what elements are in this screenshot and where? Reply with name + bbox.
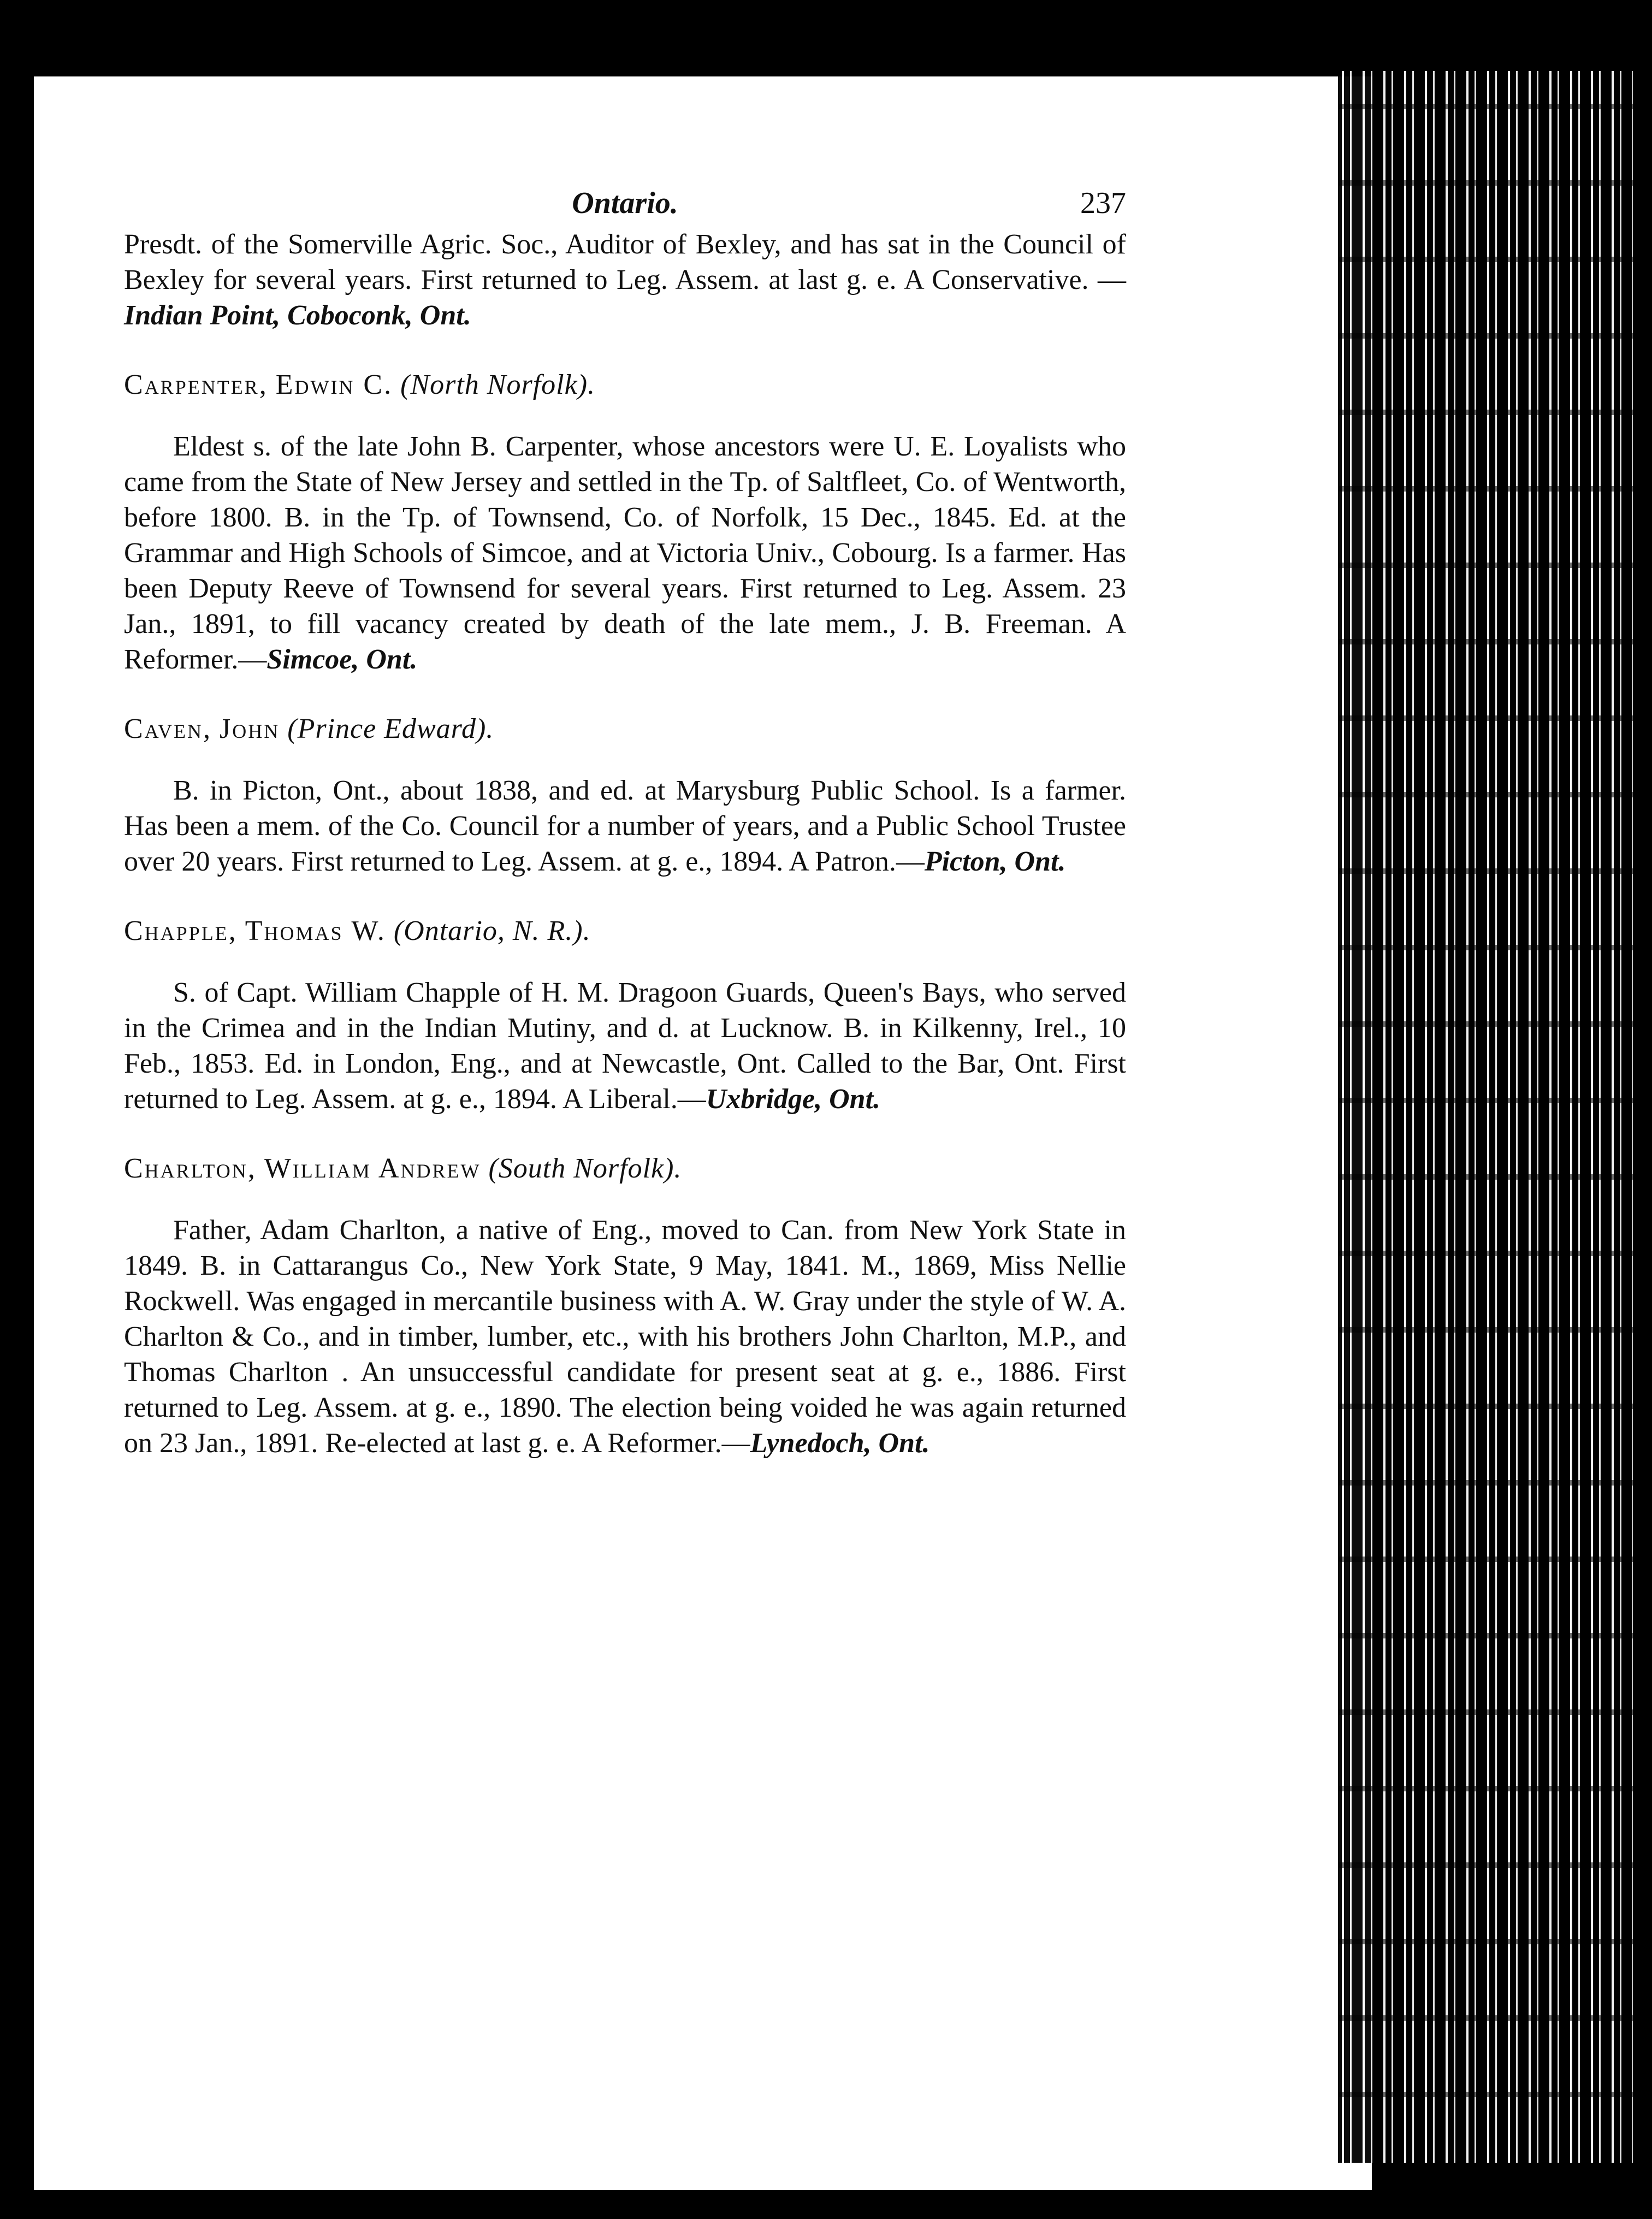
entry-riding: (South Norfolk). — [488, 1153, 682, 1184]
entry-charlton — [124, 1151, 1126, 1461]
entry-surname: Caven, — [124, 713, 212, 744]
entry-surname: Chapple, — [124, 915, 238, 946]
running-head — [124, 186, 1126, 227]
page-content — [124, 186, 1126, 1461]
continuation-place: Indian Point, Coboconk, Ont. — [124, 300, 471, 331]
entry-place: Picton, Ont. — [924, 846, 1066, 877]
page-number: 237 — [1080, 186, 1126, 220]
continuation-paragraph — [124, 227, 1126, 333]
entry-chapple — [124, 913, 1126, 1117]
entry-place: Simcoe, Ont. — [267, 644, 418, 675]
page-edges-shadow — [1338, 71, 1633, 2163]
entry-place: Uxbridge, Ont. — [706, 1084, 881, 1115]
entry-riding: (Ontario, N. R.). — [393, 915, 591, 946]
entry-heading — [124, 1151, 1126, 1186]
continuation-text: Presdt. of the Somerville Agric. Soc., Auditor of Bexley, and has sat in the Council of Bexley for several years. First returned to Leg. Assem. at last g. e. A Conservative. — — [124, 229, 1126, 295]
book-page — [34, 76, 1372, 2190]
entry-heading — [124, 913, 1126, 949]
running-title: Ontario. — [572, 186, 678, 220]
entry-place: Lynedoch, Ont. — [750, 1428, 930, 1459]
entry-text — [124, 429, 1126, 677]
entry-given-name: John — [220, 713, 280, 744]
entry-given-name: Thomas W. — [245, 915, 386, 946]
entry-text — [124, 1212, 1126, 1461]
entry-riding: (North Norfolk). — [400, 369, 596, 400]
entry-text — [124, 773, 1126, 879]
entry-heading — [124, 711, 1126, 747]
entry-carpenter — [124, 367, 1126, 677]
entry-given-name: William Andrew — [264, 1153, 481, 1184]
entry-riding: (Prince Edward). — [287, 713, 494, 744]
entry-text — [124, 975, 1126, 1117]
entry-surname: Carpenter, — [124, 369, 268, 400]
entry-body: S. of Capt. William Chapple of H. M. Dragoon Guards, Queen's Bays, who served in the Crimea and in the Indian Mutiny, and d. at Lucknow. B. in Kilkenny, Irel., 10 Feb., 1853. Ed. in London, Eng., and at Newcastle, Ont. Called to the Bar, Ont. First returned to Leg. Assem. at g. e., 1894. A Liberal.— — [124, 977, 1126, 1115]
entry-body: B. in Picton, Ont., about 1838, and ed. at Marysburg Public School. Is a farmer. Has been a mem. of the Co. Council for a number of years, and a Public School Trustee over 20 years. First returned to Leg. Assem. at g. e., 1894. A Patron.— — [124, 775, 1126, 877]
entry-body: Father, Adam Charlton, a native of Eng., moved to Can. from New York State in 1849. B. in Cattarangus Co., New York State, 9 May, 1841. M., 1869, Miss Nellie Rockwell. Was engaged in mercantile business with A. W. Gray under the style of W. A. Charlton & Co., and in timber, lumber, etc., with his brothers John Charlton, M.P., and Thomas Charlton . An unsuccessful candidate for present seat at g. e., 1886. First returned to Leg. Assem. at g. e., 1890. The election being voided he was again returned on 23 Jan., 1891. Re-elected at last g. e. A Reformer.— — [124, 1215, 1126, 1459]
entry-surname: Charlton, — [124, 1153, 257, 1184]
entry-caven — [124, 711, 1126, 879]
entry-given-name: Edwin C. — [275, 369, 393, 400]
entry-body: Eldest s. of the late John B. Carpenter, whose ancestors were U. E. Loyalists who came from the State of New Jersey and settled in the Tp. of Saltfleet, Co. of Wentworth, before 1800. B. in the Tp. of Townsend, Co. of Norfolk, 15 Dec., 1845. Ed. at the Grammar and High Schools of Simcoe, and at Victoria Univ., Cobourg. Is a farmer. Has been Deputy Reeve of Townsend for several years. First returned to Leg. Assem. 23 Jan., 1891, to fill vacancy created by death of the late mem., J. B. Freeman. A Reformer.— — [124, 431, 1126, 675]
entry-heading — [124, 367, 1126, 403]
